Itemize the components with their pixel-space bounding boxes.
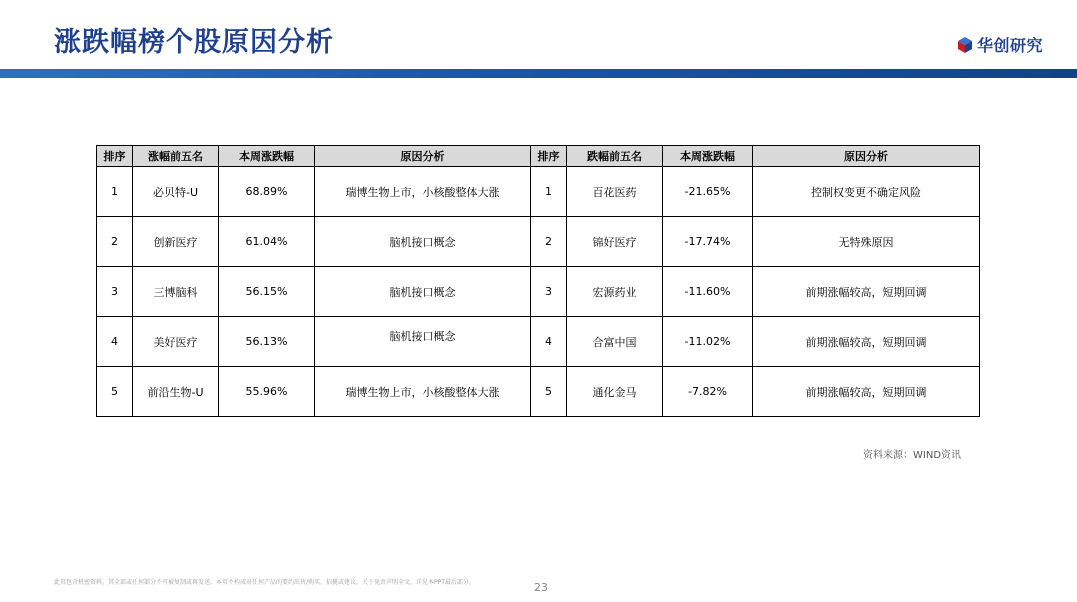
loss-name-cell: 合富中国 xyxy=(567,317,663,367)
gain-name-cell: 创新医疗 xyxy=(133,217,219,267)
col-header-gain-rank: 排序 xyxy=(97,146,133,167)
gain-change-cell: 56.13% xyxy=(219,317,315,367)
gain-name-cell: 必贝特-U xyxy=(133,167,219,217)
loss-reason-cell: 前期涨幅较高，短期回调 xyxy=(753,317,980,367)
loss-change-cell: -11.02% xyxy=(663,317,753,367)
loss-reason-cell: 无特殊原因 xyxy=(753,217,980,267)
col-header-gain-name: 涨幅前五名 xyxy=(133,146,219,167)
source-note: 资料来源：WIND资讯 xyxy=(863,450,962,461)
loss-name-cell: 宏源药业 xyxy=(567,267,663,317)
gain-rank-cell: 4 xyxy=(97,317,133,367)
gain-rank-cell: 5 xyxy=(97,367,133,417)
loss-reason-cell: 前期涨幅较高，短期回调 xyxy=(753,267,980,317)
logo-text: 华创研究 xyxy=(977,36,1044,55)
gain-name-cell: 美好医疗 xyxy=(133,317,219,367)
gain-reason-cell: 脑机接口概念 xyxy=(315,217,531,267)
table-row xyxy=(97,267,980,317)
loss-change-cell: -7.82% xyxy=(663,367,753,417)
loss-rank-cell: 4 xyxy=(531,317,567,367)
gain-reason-cell: 瑞博生物上市，小核酸整体大涨 xyxy=(315,167,531,217)
gain-change-cell: 55.96% xyxy=(219,367,315,417)
col-header-loss-change: 本周涨跌幅 xyxy=(663,146,753,167)
gain-rank-cell: 3 xyxy=(97,267,133,317)
gain-change-cell: 68.89% xyxy=(219,167,315,217)
brand-logo xyxy=(958,33,1043,56)
gain-reason-text: 脑机接口概念 xyxy=(389,329,456,343)
loss-rank-cell: 5 xyxy=(531,367,567,417)
gain-reason-cell: 脑机接口概念 xyxy=(315,267,531,317)
gain-name-cell: 前沿生物-U xyxy=(133,367,219,417)
col-header-loss-reason: 原因分析 xyxy=(753,146,980,167)
cube-logo-icon xyxy=(958,37,972,53)
gainers-losers-table xyxy=(96,145,980,417)
loss-rank-cell: 3 xyxy=(531,267,567,317)
loss-name-cell: 通化金马 xyxy=(567,367,663,417)
gain-name-cell: 三博脑科 xyxy=(133,267,219,317)
col-header-loss-name: 跌幅前五名 xyxy=(567,146,663,167)
loss-change-cell: -17.74% xyxy=(663,217,753,267)
page-title: 涨跌幅榜个股原因分析 xyxy=(54,27,334,58)
table-row xyxy=(97,367,980,417)
table-header-row xyxy=(97,146,980,167)
loss-change-cell: -11.60% xyxy=(663,267,753,317)
gain-change-cell: 56.15% xyxy=(219,267,315,317)
loss-rank-cell: 1 xyxy=(531,167,567,217)
header-rule xyxy=(0,69,1077,78)
gain-rank-cell: 1 xyxy=(97,167,133,217)
table-row xyxy=(97,167,980,217)
disclaimer-text: 此页包含机密资料，其全部或任何部分不可被复制或再发送。本页不构成对任何产品的要约出售/购买、招揽或建议。关于免责声明全文，详见本PPT最后部分。 xyxy=(54,579,475,586)
table-row xyxy=(97,317,980,367)
loss-reason-cell: 前期涨幅较高，短期回调 xyxy=(753,367,980,417)
col-header-gain-change: 本周涨跌幅 xyxy=(219,146,315,167)
col-header-gain-reason: 原因分析 xyxy=(315,146,531,167)
gain-reason-cell xyxy=(315,317,531,367)
gain-reason-cell: 瑞博生物上市，小核酸整体大涨 xyxy=(315,367,531,417)
loss-reason-cell: 控制权变更不确定风险 xyxy=(753,167,980,217)
table-row xyxy=(97,217,980,267)
loss-name-cell: 锦好医疗 xyxy=(567,217,663,267)
loss-name-cell: 百花医药 xyxy=(567,167,663,217)
gain-rank-cell: 2 xyxy=(97,217,133,267)
loss-change-cell: -21.65% xyxy=(663,167,753,217)
gain-change-cell: 61.04% xyxy=(219,217,315,267)
col-header-loss-rank: 排序 xyxy=(531,146,567,167)
page-number: 23 xyxy=(534,581,548,594)
loss-rank-cell: 2 xyxy=(531,217,567,267)
